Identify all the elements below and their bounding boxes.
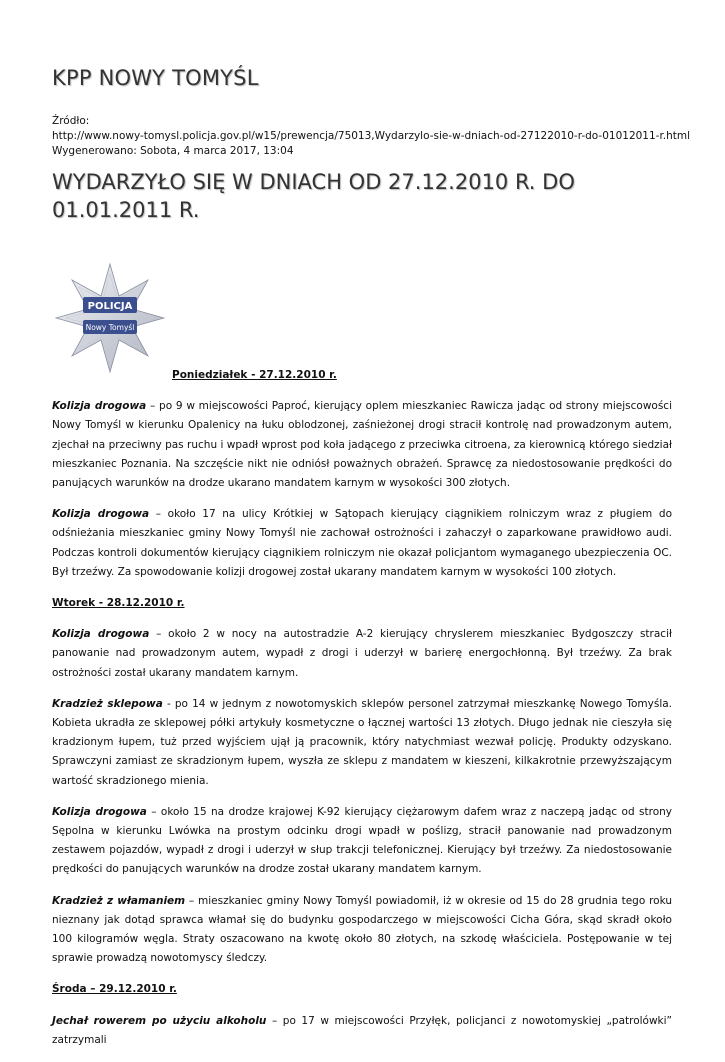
incident-text: – mieszkaniec gminy Nowy Tomyśl powiadomił, iż w okresie od 15 do 28 grudnia tego roku nieznany jak dotąd sprawca włamał się do budynku gospodarczego w miejscowości Cicha Góra, skąd skradł około 100 kilogramów węgla. Straty oszacowano na kwotę około 80 złotych, na szkodę właściciela. Postępowanie w tej sprawie prowadzą nowotomyscy śledczy. xyxy=(52,894,672,965)
incident-lead: Kradzież z włamaniem xyxy=(52,894,186,907)
badge-bottom-text: Nowy Tomyśl xyxy=(85,323,135,332)
incident-text: – po 17 w miejscowości Przyłęk, policjanci z nowotomyskiej „patrolówki” zatrzymali xyxy=(52,1014,672,1046)
day-heading-text: Wtorek - 28.12.2010 r. xyxy=(52,597,185,610)
incident-lead: Kolizja drogowa xyxy=(52,628,150,641)
day-heading-text: Środa – 29.12.2010 r. xyxy=(52,983,177,996)
day-heading-wednesday xyxy=(52,980,672,999)
incident-paragraph xyxy=(52,803,672,880)
incident-text: – około 2 w nocy na autostradzie A-2 kierujący chryslerem mieszkaniec Bydgoszczy stracił panowanie nad prowadzonym autem, wypadł z drogi i uderzył w barierę energochłonną. Był trzeźwy. Za brak ostrożności został ukarany mandatem karnym. xyxy=(52,628,672,679)
source-meta xyxy=(52,114,690,159)
incident-paragraph xyxy=(52,505,672,582)
incident-lead: Kolizja drogowa xyxy=(52,805,147,818)
incident-paragraph xyxy=(52,892,672,969)
site-title: KPP NOWY TOMYŚL xyxy=(52,66,259,90)
incident-lead: Kolizja drogowa xyxy=(52,400,147,413)
incident-paragraph xyxy=(52,695,672,791)
incident-paragraph xyxy=(52,397,672,493)
day-heading-monday xyxy=(52,366,672,385)
police-star-badge-icon xyxy=(55,262,165,377)
incident-text: - po 14 w jednym z nowotomyskich sklepów personel zatrzymał mieszkankę Nowego Tomyśla. Kobieta ukradła ze sklepowej półki artykuły kosmetyczne o łącznej wartości 13 złotych. Długo jednak nie cieszyła się kradzionym łupem, tuż przed wyjściem ujął ją pracownik, który natychmiast wezwał policję. Produkty odzyskano. Sprawczyni zamiast ze skradzionym łupem, wyszła ze sklepu z mandatem w kieszeni, kilkakrotnie przewyższającym wartość skradzionego mienia. xyxy=(52,697,673,787)
generated-date: Wygenerowano: Sobota, 4 marca 2017, 13:04 xyxy=(52,145,294,157)
article-title: WYDARZYŁO SIĘ W DNIACH OD 27.12.2010 R. DO 01.01.2011 R. xyxy=(52,170,575,222)
article-body xyxy=(52,366,672,1062)
incident-text: – po 9 w miejscowości Paproć, kierujący oplem mieszkaniec Rawicza jadąc od strony miejscowości Nowy Tomyśl w kierunku Opalenicy na łuku oblodzonej, zaśnieżonej drogi stracił kontrolę nad prowadzonym autem, zjechał na przeciwny pas ruchu i wpadł wprost pod koła jadącego z przeciwka citroena, za kierownicą którego siedział mieszkaniec Poznania. Na szczęście nikt nie odniósł poważnych obrażeń. Sprawcę za niedostosowanie prędkości do panujących warunków na drodze ukarano mandatem karnym w wysokości 300 złotych. xyxy=(52,400,672,490)
incident-paragraph xyxy=(52,1012,672,1050)
day-heading-text: Poniedziałek - 27.12.2010 r. xyxy=(172,369,337,381)
incident-lead: Kradzież sklepowa xyxy=(52,697,163,710)
incident-lead: Jechał rowerem po użyciu alkoholu xyxy=(52,1014,267,1027)
incident-lead: Kolizja drogowa xyxy=(52,508,150,521)
incident-paragraph xyxy=(52,625,672,683)
source-label: Źródło: xyxy=(52,115,90,127)
incident-text: – około 15 na drodze krajowej K-92 kierujący ciężarowym dafem wraz z naczepą jadąc od strony Sępolna w kierunku Lwówka na prostym odcinku drogi wpadł w poślizg, stracił panowanie nad prowadzonym zestawem pojazdów, wypadł z drogi i uderzył w słup trakcji telefonicznej. Kierujący był trzeźwy. Za niedostosowanie prędkości do panujących warunków na drodze został ukarany mandatem karnym. xyxy=(52,805,672,876)
source-url[interactable]: http://www.nowy-tomysl.policja.gov.pl/w15/prewencja/75013,Wydarzylo-sie-w-dniach-od-27122010-r-do-01012011-r.html xyxy=(52,130,691,142)
day-heading-tuesday xyxy=(52,594,672,613)
incident-text: – około 17 na ulicy Krótkiej w Sątopach kierujący ciągnikiem rolniczym wraz z pługiem do odśnieżania mieszkaniec gminy Nowy Tomyśl nie zachował ostrożności i zahaczył o zaparkowane prawidłowo audi. Podczas kontroli dokumentów kierujący ciągnikiem rolniczym nie okazał policjantom wymaganego ubezpieczenia OC. Był trzeźwy. Za spowodowanie kolizji drogowej został ukarany mandatem karnym w wysokości 100 złotych. xyxy=(52,508,672,578)
badge-top-text: POLICJA xyxy=(87,301,133,312)
